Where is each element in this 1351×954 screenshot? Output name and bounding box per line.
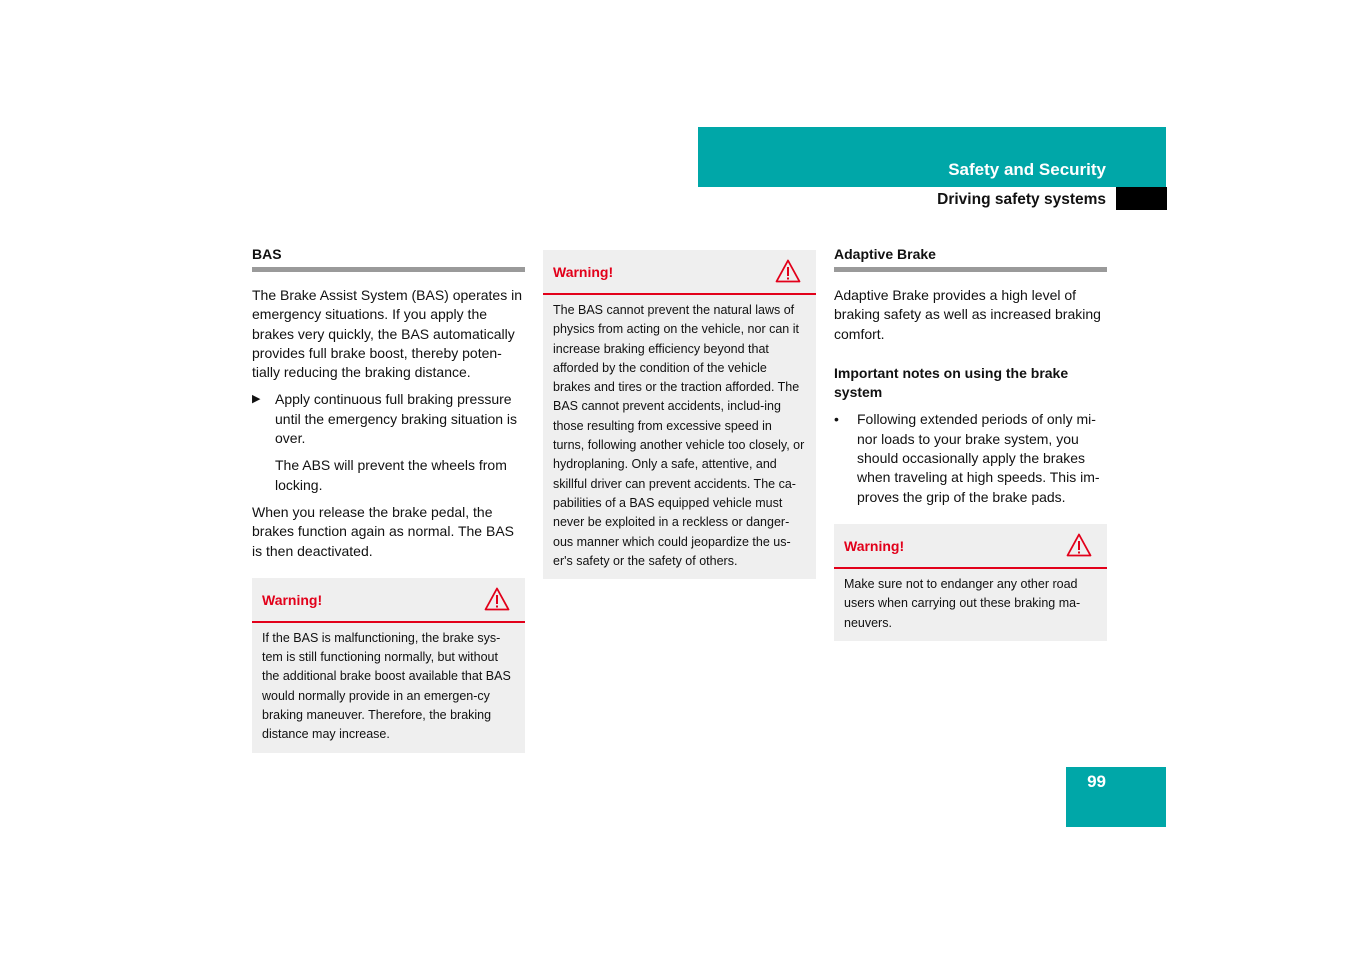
warning-text: If the BAS is malfunctioning, the brake sys-tem is still functioning normally, but without the additional brake boost available that BAS would normally provide in an emergen-cy braking maneuver. Therefore, the braking distance may increase. [262, 630, 511, 742]
warning-triangle-icon [484, 587, 510, 611]
heading-rule [252, 267, 525, 272]
heading-bas: BAS [252, 246, 282, 262]
adaptive-brake-intro: Adaptive Brake provides a high level of braking safety as well as increased braking comfort. [834, 287, 1101, 342]
warning-box-braking-maneuvers [834, 524, 1107, 641]
instruction-step [252, 390, 525, 448]
warning-text: Make sure not to endanger any other road users when carrying out these braking ma-neuvers. [844, 576, 1081, 630]
column-bas [252, 245, 525, 753]
page-number-box [1066, 767, 1166, 827]
warning-header [252, 578, 525, 623]
warning-header [834, 524, 1107, 569]
warning-triangle-icon [1066, 533, 1092, 557]
subheading-brake-notes: Important notes on using the brake system [834, 364, 1069, 401]
warning-label: Warning! [262, 591, 323, 608]
warning-label: Warning! [844, 537, 905, 554]
section-title: Safety and Security [948, 160, 1106, 179]
warning-box-bas-malfunction [252, 578, 525, 753]
list-item-text: Following extended periods of only mi-nor loads to your brake system, you should occasionally apply the brakes when traveling at high speeds. This im-proves the grip of the brake pads. [857, 411, 1100, 505]
page-number: 99 [1087, 772, 1106, 791]
warning-header [543, 250, 816, 295]
bas-intro: The Brake Assist System (BAS) operates in emergency situations. If you apply the brakes very quickly, the BAS automatically provides full brake boost, thereby poten-tially reducing the braking distance. [252, 287, 522, 381]
arrow-bullet-icon: ▶ [252, 393, 261, 406]
instruction-step-text: Apply continuous full braking pressure until the emergency braking situation is over. [275, 391, 518, 447]
warning-triangle-icon [775, 259, 801, 283]
section-tab-marker [1116, 187, 1167, 210]
instruction-note: The ABS will prevent the wheels from locking. [275, 457, 507, 493]
list-item [834, 410, 1107, 506]
bullet-dot-icon: • [834, 411, 839, 428]
column-bas-warning [543, 250, 816, 579]
heading-adaptive-brake: Adaptive Brake [834, 246, 936, 262]
warning-box-bas-limits [543, 250, 816, 579]
heading-rule [834, 267, 1107, 272]
column-adaptive-brake [834, 245, 1107, 641]
warning-text: The BAS cannot prevent the natural laws of physics from acting on the vehicle, nor can it increase braking efficiency beyond that afforded by the condition of the vehicle brakes and tires or the traction afforded. The BAS cannot prevent accidents, includ-ing those resulting from excessive speed in turns, following another vehicle too closely, or hydroplaning. Only a safe, attentive, and skillful driver can prevent accidents. The ca-pabilities of a BAS equipped vehicle must never be exploited in a reckless or danger-ous manner which could jeopardize the us-er's safety or the safety of others. [553, 303, 805, 568]
bas-outro: When you release the brake pedal, the brakes function again as normal. The BAS is then deactivated. [252, 503, 515, 559]
subsection-title: Driving safety systems [937, 191, 1106, 208]
warning-label: Warning! [553, 264, 614, 280]
